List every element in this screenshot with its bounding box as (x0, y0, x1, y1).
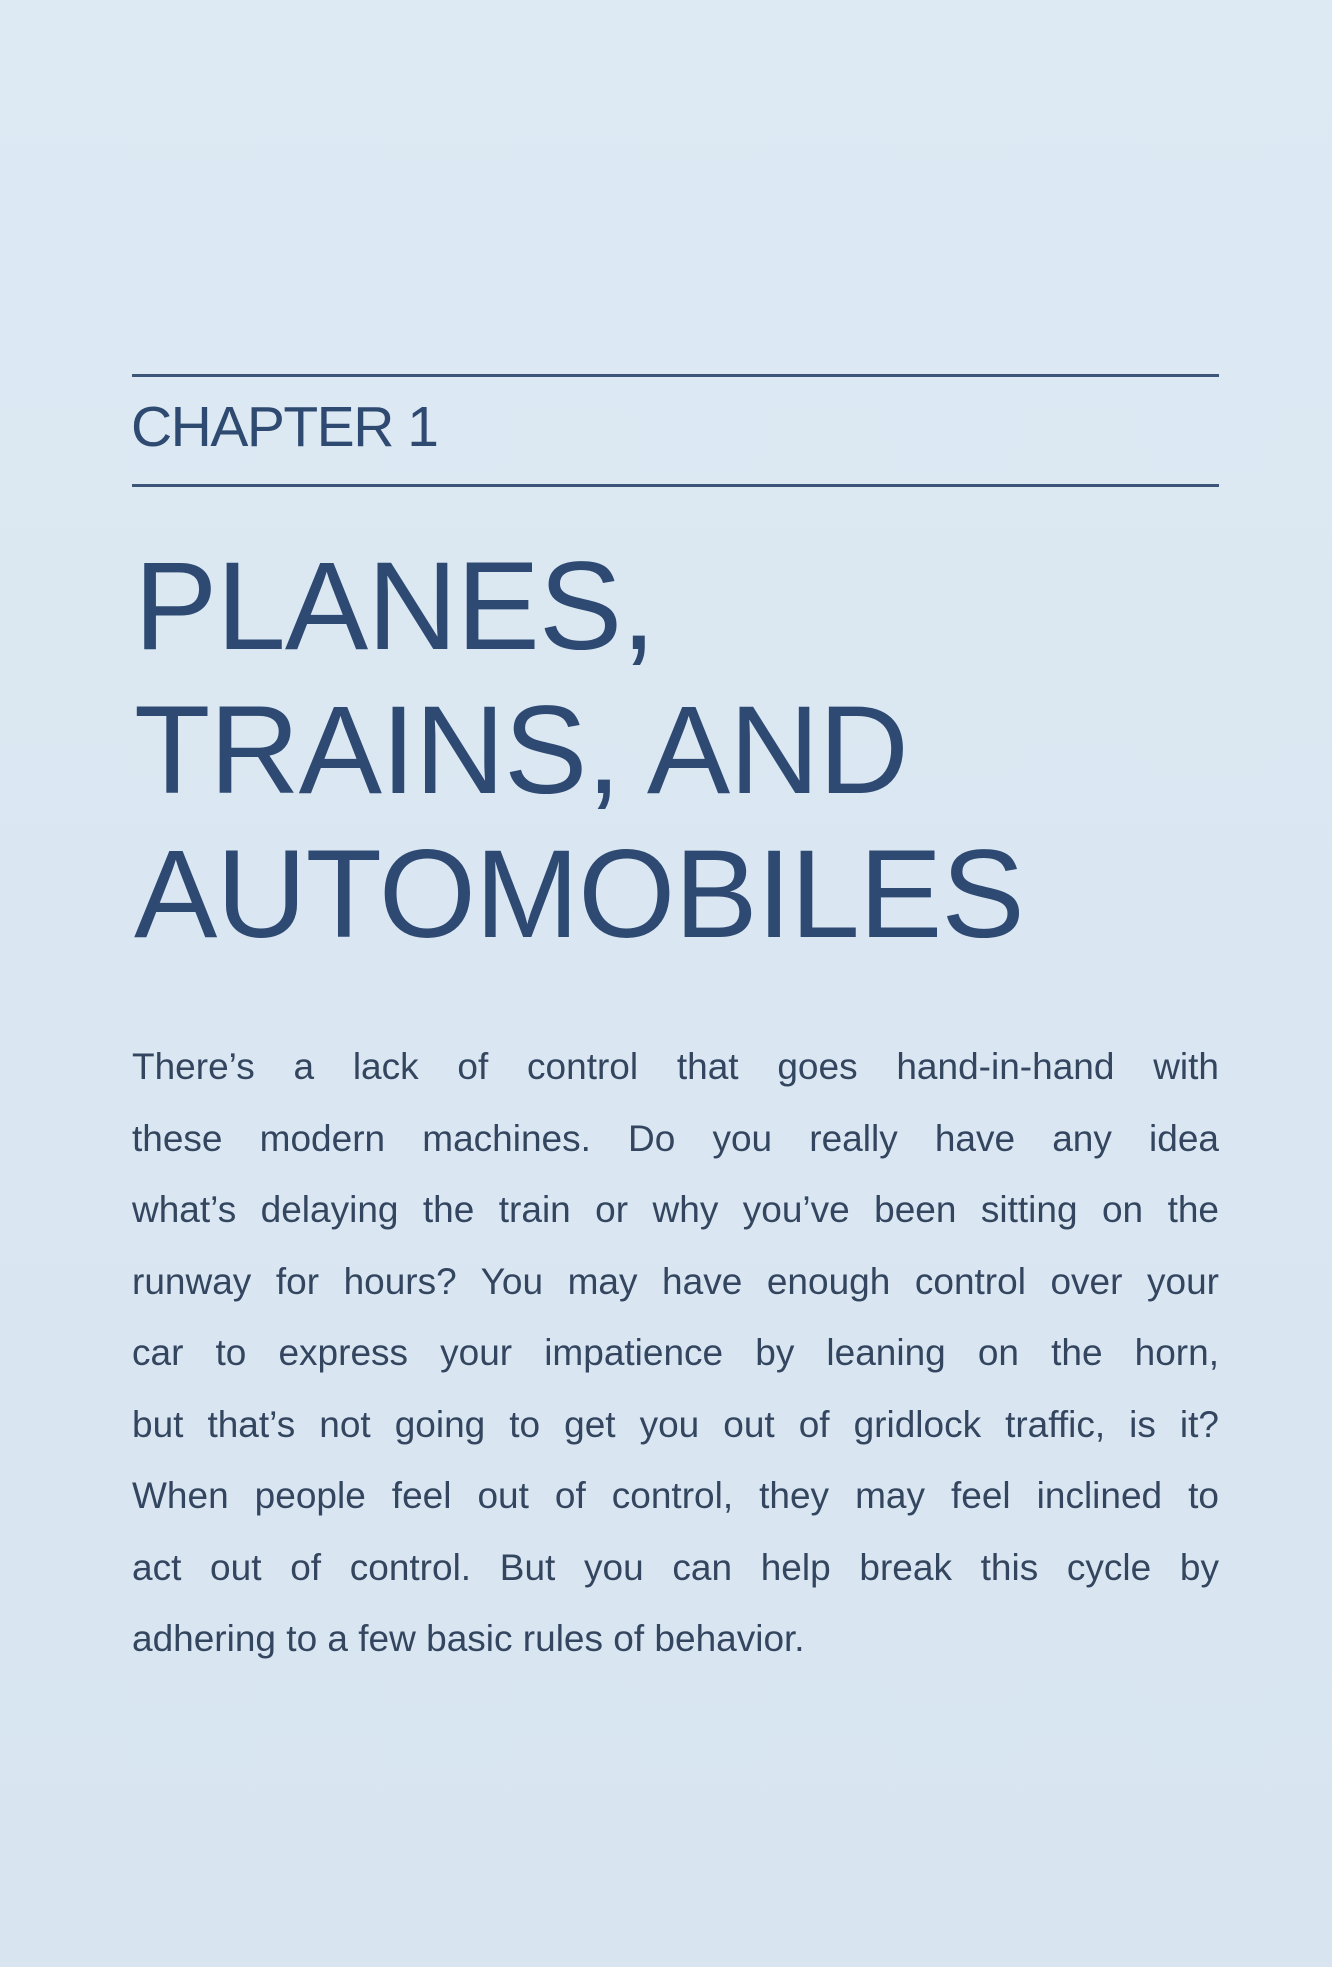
title-line: PLANES, (134, 537, 656, 676)
chapter-top-rule (132, 374, 1219, 377)
paragraph-line: what’s delaying the train or why you’ve been sitting on the (132, 1189, 1219, 1230)
chapter-label: CHAPTER 1 (131, 395, 438, 459)
paragraph-line: car to express your impatience by leaning on the horn, (132, 1332, 1219, 1373)
paragraph-line: but that’s not going to get you out of gridlock traffic, is it? (132, 1403, 1219, 1445)
paragraph-line: adhering to a few basic rules of behavior. (132, 1618, 805, 1659)
paragraph-line: these modern machines. Do you really have any idea (132, 1117, 1219, 1159)
paragraph-line: act out of control. But you can help break this cycle by (132, 1546, 1219, 1588)
paragraph-line: When people feel out of control, they may feel inclined to (132, 1475, 1219, 1516)
title-line: TRAINS, AND (134, 681, 908, 820)
paragraph-line: There’s a lack of control that goes hand-in-hand with (132, 1046, 1219, 1087)
chapter-bottom-rule (132, 484, 1219, 487)
title-line: AUTOMOBILES (134, 825, 1024, 964)
chapter-title (134, 535, 1024, 967)
paragraph-line: runway for hours? You may have enough control over your (132, 1260, 1219, 1302)
body-paragraph (132, 1031, 1219, 1675)
